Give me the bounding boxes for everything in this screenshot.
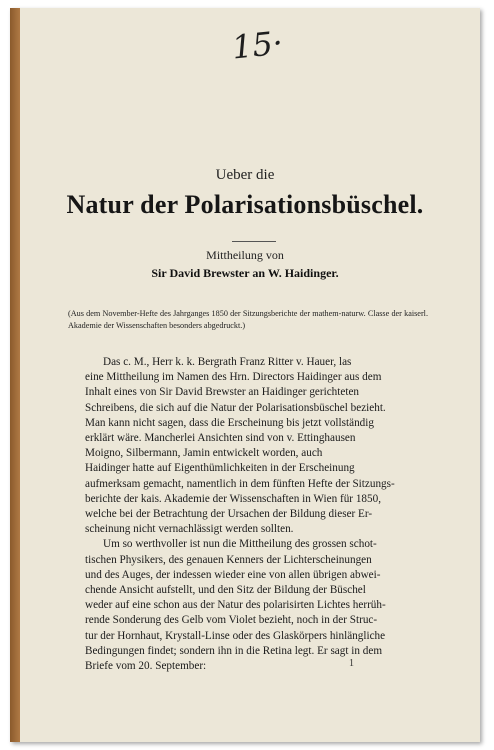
body-line: tischen Physikers, des genauen Kenners der Lichterscheinungen xyxy=(85,553,372,566)
body-line: Moigno, Silbermann, Jamin entwickelt worden, auch xyxy=(85,447,323,460)
subtitle: Mittheilung von xyxy=(206,248,284,262)
document-page xyxy=(10,8,480,742)
page-signature-mark: 1 xyxy=(349,658,354,669)
body-text xyxy=(85,355,425,674)
binding-spine xyxy=(10,8,20,742)
body-line: Schreibens, die sich auf die Natur der Polarisationsbüschel bezieht. xyxy=(85,401,386,414)
body-line: berichte der kais. Akademie der Wissenschaften in Wien für 1850, xyxy=(85,492,381,505)
page-title: Natur der Polarisationsbüschel. xyxy=(66,190,424,219)
body-line: und des Auges, der indessen wieder eine von allen übrigen abwei- xyxy=(85,568,381,581)
body-line: tur der Hornhaut, Krystall-Linse oder des Glaskörpers hinlängliche xyxy=(85,629,386,642)
authors: Sir David Brewster an W. Haidinger. xyxy=(151,266,339,280)
body-line: Bedingungen findet; sondern ihn in die Retina legt. Er sagt in dem xyxy=(85,644,383,657)
body-line: Man kann nicht sagen, dass die Erscheinung bis jetzt vollständig xyxy=(85,416,374,429)
body-line: chende Ansicht aufstellt, und den Sitz der Bildung der Büschel xyxy=(85,584,366,597)
body-line: erklärt wäre. Mancherlei Ansichten sind von v. Ettinghausen xyxy=(85,432,356,445)
body-line: rende Sonderung des Gelb vom Violet bezieht, noch in der Struc- xyxy=(85,614,378,627)
divider-rule xyxy=(232,241,276,242)
body-line: Inhalt eines von Sir David Brewster an Haidinger gerichteten xyxy=(85,386,360,399)
title-prefix: Ueber die xyxy=(215,167,275,183)
body-line: Haidinger hatte auf Eigenthümlichkeiten in der Erscheinung xyxy=(85,462,355,475)
body-line: scheinung nicht vernachlässigt werden sollten. xyxy=(85,523,294,536)
body-line: Briefe vom 20. September: xyxy=(85,660,207,673)
body-line: weder auf eine schon aus der Natur des polarisirten Lichtes herrüh- xyxy=(85,599,386,612)
body-line: Um so werthvoller ist nun die Mittheilung des grossen schot- xyxy=(103,538,377,551)
body-line: aufmerksam gemacht, namentlich in dem fünften Hefte der Sitzungs- xyxy=(85,477,395,490)
handwritten-number: 15· xyxy=(230,23,285,67)
body-line: Das c. M., Herr k. k. Bergrath Franz Ritter v. Hauer, las xyxy=(103,356,352,368)
source-note: (Aus dem November-Hefte des Jahrganges 1850 der Sitzungsberichte der mathem-naturw. Classe der kaiserl. Akademie der Wissenschaften besonders abgedruckt.) xyxy=(68,309,428,330)
body-line: eine Mittheilung im Namen des Hrn. Directors Haidinger aus dem xyxy=(85,371,382,384)
body-line: welche bei der Betrachtung der Ursachen der Bildung dieser Er- xyxy=(85,508,373,521)
